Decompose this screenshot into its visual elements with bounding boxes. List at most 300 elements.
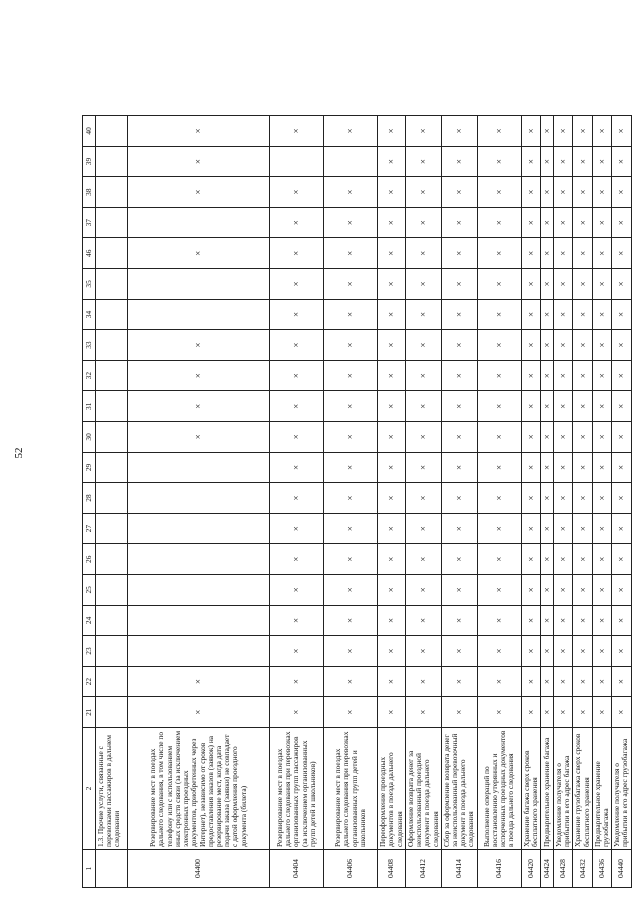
mark-cell [128, 544, 270, 575]
mark-cell: × [573, 238, 592, 269]
service-description: Хранение багажа сверх сроков бесплатного хранения [521, 728, 540, 850]
mark-cell: × [378, 483, 406, 514]
mark-cell: × [592, 452, 611, 483]
mark-cell: × [573, 299, 592, 330]
mark-cell: × [324, 391, 378, 422]
service-description: Выполнение операций по восстановлению утерянных и испорченных проездных документов в поезда дальнего следования [477, 728, 521, 850]
mark-cell: × [477, 697, 521, 728]
mark-cell: × [521, 238, 540, 269]
mark-cell: × [270, 575, 324, 606]
column-header: 23 [83, 636, 96, 667]
mark-cell: × [378, 605, 406, 636]
mark-cell: × [554, 605, 573, 636]
mark-cell: × [554, 513, 573, 544]
mark-cell: × [612, 269, 631, 300]
mark-cell: × [554, 483, 573, 514]
mark-cell: × [441, 452, 477, 483]
mark-cell: × [521, 513, 540, 544]
mark-cell: × [477, 544, 521, 575]
mark-cell [128, 483, 270, 514]
mark-cell [128, 636, 270, 667]
table-row [128, 116, 270, 888]
mark-cell: × [406, 605, 442, 636]
mark-cell: × [554, 452, 573, 483]
empty-cell [96, 666, 128, 697]
table-row [441, 116, 477, 888]
mark-cell: × [541, 177, 554, 208]
mark-cell: × [573, 177, 592, 208]
mark-cell: × [270, 452, 324, 483]
mark-cell: × [573, 575, 592, 606]
mark-cell: × [592, 299, 611, 330]
column-header: 27 [83, 513, 96, 544]
column-header: 46 [83, 238, 96, 269]
column-header: 22 [83, 666, 96, 697]
mark-cell: × [592, 330, 611, 361]
mark-cell: × [541, 636, 554, 667]
mark-cell: × [378, 636, 406, 667]
mark-cell: × [324, 575, 378, 606]
mark-cell: × [612, 513, 631, 544]
mark-cell: × [554, 666, 573, 697]
table-row [521, 116, 540, 888]
mark-cell: × [554, 116, 573, 147]
mark-cell: × [554, 544, 573, 575]
mark-cell: × [541, 544, 554, 575]
column-header: 40 [83, 116, 96, 147]
service-code: 04436 [592, 850, 611, 888]
mark-cell: × [406, 513, 442, 544]
mark-cell: × [406, 544, 442, 575]
mark-cell: × [612, 422, 631, 453]
mark-cell: × [477, 636, 521, 667]
header-row [83, 116, 96, 888]
mark-cell: × [378, 269, 406, 300]
mark-cell: × [541, 360, 554, 391]
column-header: 21 [83, 697, 96, 728]
mark-cell: × [406, 452, 442, 483]
mark-cell: × [573, 513, 592, 544]
mark-cell: × [477, 207, 521, 238]
mark-cell: × [477, 360, 521, 391]
table-body [96, 116, 632, 888]
mark-cell: × [270, 177, 324, 208]
mark-cell [128, 269, 270, 300]
service-code: 04416 [477, 850, 521, 888]
empty-cell [96, 452, 128, 483]
mark-cell: × [406, 299, 442, 330]
mark-cell: × [612, 116, 631, 147]
mark-cell: × [270, 330, 324, 361]
mark-cell: × [521, 605, 540, 636]
mark-cell: × [378, 513, 406, 544]
mark-cell: × [270, 116, 324, 147]
mark-cell: × [612, 299, 631, 330]
mark-cell: × [441, 330, 477, 361]
mark-cell: × [573, 146, 592, 177]
mark-cell: × [441, 697, 477, 728]
mark-cell: × [592, 116, 611, 147]
column-header: 24 [83, 605, 96, 636]
mark-cell: × [592, 422, 611, 453]
mark-cell: × [477, 452, 521, 483]
table-row [612, 116, 631, 888]
mark-cell: × [406, 146, 442, 177]
mark-cell: × [612, 666, 631, 697]
mark-cell: × [521, 544, 540, 575]
mark-cell: × [592, 391, 611, 422]
mark-cell: × [541, 605, 554, 636]
mark-cell: × [441, 116, 477, 147]
mark-cell: × [324, 544, 378, 575]
mark-cell: × [406, 575, 442, 606]
mark-cell: × [541, 299, 554, 330]
mark-cell: × [521, 299, 540, 330]
mark-cell: × [128, 391, 270, 422]
mark-cell: × [573, 116, 592, 147]
mark-cell: × [592, 513, 611, 544]
mark-cell: × [541, 575, 554, 606]
mark-cell: × [612, 636, 631, 667]
mark-cell: × [477, 299, 521, 330]
mark-cell: × [270, 513, 324, 544]
mark-cell: × [592, 697, 611, 728]
column-header: 28 [83, 483, 96, 514]
rotated-table-frame [82, 116, 630, 888]
column-header: 33 [83, 330, 96, 361]
mark-cell: × [554, 146, 573, 177]
mark-cell: × [554, 636, 573, 667]
mark-cell: × [521, 207, 540, 238]
mark-cell: × [270, 360, 324, 391]
mark-cell: × [612, 238, 631, 269]
mark-cell: × [521, 360, 540, 391]
mark-cell: × [612, 360, 631, 391]
mark-cell: × [441, 207, 477, 238]
mark-cell: × [441, 422, 477, 453]
service-description: Сбор за оформление возврата денег за неиспользованный перевозочный документ в поезда дальнего следования [441, 728, 477, 850]
service-description: Уведомление получателя о прибытии в его адрес грузобагажа [612, 728, 631, 850]
mark-cell [324, 146, 378, 177]
mark-cell: × [592, 238, 611, 269]
mark-cell: × [270, 299, 324, 330]
mark-cell: × [324, 666, 378, 697]
mark-cell: × [270, 207, 324, 238]
mark-cell [128, 299, 270, 330]
mark-cell: × [554, 575, 573, 606]
mark-cell: × [477, 330, 521, 361]
mark-cell: × [541, 391, 554, 422]
service-description: Резервирование мест в поездах дальнего следования, в том числе по телефону или с использованием иных средств связи (за исключением электронных проездных документов, приобретенных через Интернет), независимо от сроков предоставления заказов (заявок) на резервирование мест, когда дата подачи заказа (заявки) не совпадает с датой оформления проездного документа (билета) [128, 728, 270, 850]
mark-cell: × [612, 605, 631, 636]
empty-cell [96, 391, 128, 422]
mark-cell: × [441, 360, 477, 391]
mark-cell: × [324, 513, 378, 544]
table-row [406, 116, 442, 888]
mark-cell [128, 575, 270, 606]
mark-cell: × [378, 544, 406, 575]
service-description: Переоформление проездных документов в поезда дальнего следования [378, 728, 406, 850]
mark-cell [270, 146, 324, 177]
empty-cell [96, 299, 128, 330]
mark-cell: × [378, 422, 406, 453]
mark-cell: × [128, 666, 270, 697]
service-code: 04424 [541, 850, 554, 888]
empty-cell [96, 238, 128, 269]
mark-cell [128, 207, 270, 238]
mark-cell: × [554, 238, 573, 269]
mark-cell: × [592, 575, 611, 606]
mark-cell: × [521, 146, 540, 177]
mark-cell: × [378, 116, 406, 147]
table-row [270, 116, 324, 888]
mark-cell: × [592, 483, 611, 514]
empty-cell [96, 177, 128, 208]
column-header: 31 [83, 391, 96, 422]
mark-cell: × [573, 697, 592, 728]
mark-cell: × [441, 269, 477, 300]
mark-cell: × [554, 360, 573, 391]
mark-cell: × [406, 269, 442, 300]
mark-cell: × [541, 666, 554, 697]
section-title: 1.3. Прочие услуги, связанные с перевозками пассажиров в дальнем следовании [96, 728, 128, 850]
mark-cell: × [324, 360, 378, 391]
mark-cell: × [592, 605, 611, 636]
empty-cell [96, 269, 128, 300]
mark-cell: × [406, 666, 442, 697]
empty-cell [96, 544, 128, 575]
service-code: 04400 [128, 850, 270, 888]
mark-cell: × [573, 666, 592, 697]
mark-cell: × [324, 697, 378, 728]
column-header: 26 [83, 544, 96, 575]
mark-cell: × [378, 299, 406, 330]
mark-cell: × [441, 146, 477, 177]
mark-cell: × [612, 391, 631, 422]
mark-cell: × [521, 636, 540, 667]
mark-cell: × [270, 238, 324, 269]
mark-cell: × [441, 483, 477, 514]
mark-cell: × [612, 575, 631, 606]
mark-cell: × [128, 116, 270, 147]
mark-cell: × [612, 483, 631, 514]
mark-cell: × [270, 422, 324, 453]
mark-cell: × [521, 330, 540, 361]
empty-cell [96, 207, 128, 238]
mark-cell: × [324, 330, 378, 361]
empty-cell [96, 636, 128, 667]
column-header: 1 [83, 850, 96, 888]
mark-cell: × [324, 452, 378, 483]
empty-cell [96, 422, 128, 453]
mark-cell: × [612, 452, 631, 483]
mark-cell: × [324, 207, 378, 238]
column-header: 2 [83, 728, 96, 850]
service-code: 04412 [406, 850, 442, 888]
mark-cell: × [270, 605, 324, 636]
mark-cell: × [378, 391, 406, 422]
section-code-cell [96, 850, 128, 888]
mark-cell: × [521, 269, 540, 300]
column-header: 39 [83, 146, 96, 177]
mark-cell: × [324, 605, 378, 636]
mark-cell: × [406, 483, 442, 514]
mark-cell: × [324, 483, 378, 514]
mark-cell [128, 513, 270, 544]
column-header: 30 [83, 422, 96, 453]
mark-cell: × [378, 207, 406, 238]
mark-cell: × [128, 697, 270, 728]
mark-cell: × [592, 207, 611, 238]
mark-cell: × [521, 116, 540, 147]
empty-cell [96, 146, 128, 177]
mark-cell: × [378, 146, 406, 177]
mark-cell: × [554, 207, 573, 238]
service-code: 04428 [554, 850, 573, 888]
mark-cell: × [592, 146, 611, 177]
mark-cell: × [612, 207, 631, 238]
mark-cell: × [521, 483, 540, 514]
column-header: 37 [83, 207, 96, 238]
mark-cell: × [573, 544, 592, 575]
mark-cell [128, 605, 270, 636]
service-description: Резервирование мест в поездах дальнего следования при перевозках организованных групп пассажиров (за исключением организованных групп детей и школьников) [270, 728, 324, 850]
mark-cell: × [477, 391, 521, 422]
mark-cell: × [406, 636, 442, 667]
mark-cell: × [406, 238, 442, 269]
mark-cell: × [441, 544, 477, 575]
empty-cell [96, 483, 128, 514]
empty-cell [96, 575, 128, 606]
mark-cell: × [441, 636, 477, 667]
service-description: Хранение грузобагажа сверх сроков бесплатного хранения [573, 728, 592, 850]
mark-cell: × [270, 544, 324, 575]
mark-cell: × [554, 330, 573, 361]
mark-cell: × [270, 483, 324, 514]
mark-cell: × [128, 422, 270, 453]
mark-cell: × [324, 116, 378, 147]
mark-cell: × [554, 422, 573, 453]
mark-cell: × [521, 575, 540, 606]
service-description: Предварительное хранение грузобагажа [592, 728, 611, 850]
mark-cell: × [406, 330, 442, 361]
column-header: 32 [83, 360, 96, 391]
mark-cell: × [477, 483, 521, 514]
mark-cell: × [573, 207, 592, 238]
mark-cell: × [441, 177, 477, 208]
service-code: 04408 [378, 850, 406, 888]
mark-cell: × [521, 697, 540, 728]
mark-cell: × [541, 452, 554, 483]
page-number: 52 [13, 447, 25, 459]
mark-cell: × [128, 360, 270, 391]
table-row [541, 116, 554, 888]
mark-cell: × [612, 697, 631, 728]
mark-cell: × [477, 269, 521, 300]
mark-cell: × [592, 360, 611, 391]
mark-cell: × [573, 452, 592, 483]
mark-cell: × [541, 697, 554, 728]
mark-cell: × [406, 391, 442, 422]
mark-cell: × [270, 636, 324, 667]
service-description: Предварительное хранение багажа [541, 728, 554, 850]
mark-cell: × [573, 360, 592, 391]
mark-cell: × [128, 330, 270, 361]
column-header: 35 [83, 269, 96, 300]
mark-cell: × [378, 575, 406, 606]
mark-cell: × [324, 269, 378, 300]
mark-cell [128, 452, 270, 483]
mark-cell: × [592, 544, 611, 575]
section-row [96, 116, 128, 888]
mark-cell: × [441, 605, 477, 636]
mark-cell: × [554, 177, 573, 208]
mark-cell: × [477, 422, 521, 453]
mark-cell: × [406, 422, 442, 453]
mark-cell: × [270, 697, 324, 728]
mark-cell: × [612, 330, 631, 361]
mark-cell: × [477, 177, 521, 208]
mark-cell: × [592, 636, 611, 667]
empty-cell [96, 605, 128, 636]
mark-cell: × [324, 177, 378, 208]
mark-cell: × [441, 575, 477, 606]
mark-cell: × [541, 269, 554, 300]
mark-cell: × [270, 391, 324, 422]
mark-cell: × [612, 177, 631, 208]
mark-cell: × [324, 238, 378, 269]
mark-cell: × [541, 422, 554, 453]
mark-cell: × [477, 116, 521, 147]
empty-cell [96, 360, 128, 391]
service-code: 04406 [324, 850, 378, 888]
rotated-table-container [82, 116, 630, 888]
mark-cell: × [477, 146, 521, 177]
mark-cell: × [378, 697, 406, 728]
mark-cell: × [541, 238, 554, 269]
mark-cell: × [270, 269, 324, 300]
empty-cell [96, 697, 128, 728]
table-row [324, 116, 378, 888]
mark-cell: × [541, 330, 554, 361]
mark-cell: × [378, 330, 406, 361]
mark-cell: × [378, 238, 406, 269]
service-description: Резервирование мест в поездах дальнего следования при перевозках организованных групп детей и школьников [324, 728, 378, 850]
mark-cell: × [541, 116, 554, 147]
service-code: 04440 [612, 850, 631, 888]
mark-cell: × [573, 605, 592, 636]
column-header: 25 [83, 575, 96, 606]
mark-cell: × [573, 636, 592, 667]
mark-cell: × [554, 299, 573, 330]
mark-cell: × [406, 177, 442, 208]
service-description: Оформление возврата денег за неиспользованный проездной документ в поезда дальнего следования [406, 728, 442, 850]
service-code: 04420 [521, 850, 540, 888]
mark-cell: × [541, 146, 554, 177]
mark-cell: × [541, 483, 554, 514]
mark-cell: × [521, 177, 540, 208]
mark-cell: × [477, 513, 521, 544]
mark-cell: × [441, 238, 477, 269]
column-header: 34 [83, 299, 96, 330]
mark-cell: × [128, 238, 270, 269]
mark-cell: × [378, 666, 406, 697]
service-description: Уведомление получателя о прибытии в его адрес багажа [554, 728, 573, 850]
services-table [82, 115, 632, 888]
mark-cell: × [270, 666, 324, 697]
mark-cell: × [541, 513, 554, 544]
mark-cell: × [406, 697, 442, 728]
